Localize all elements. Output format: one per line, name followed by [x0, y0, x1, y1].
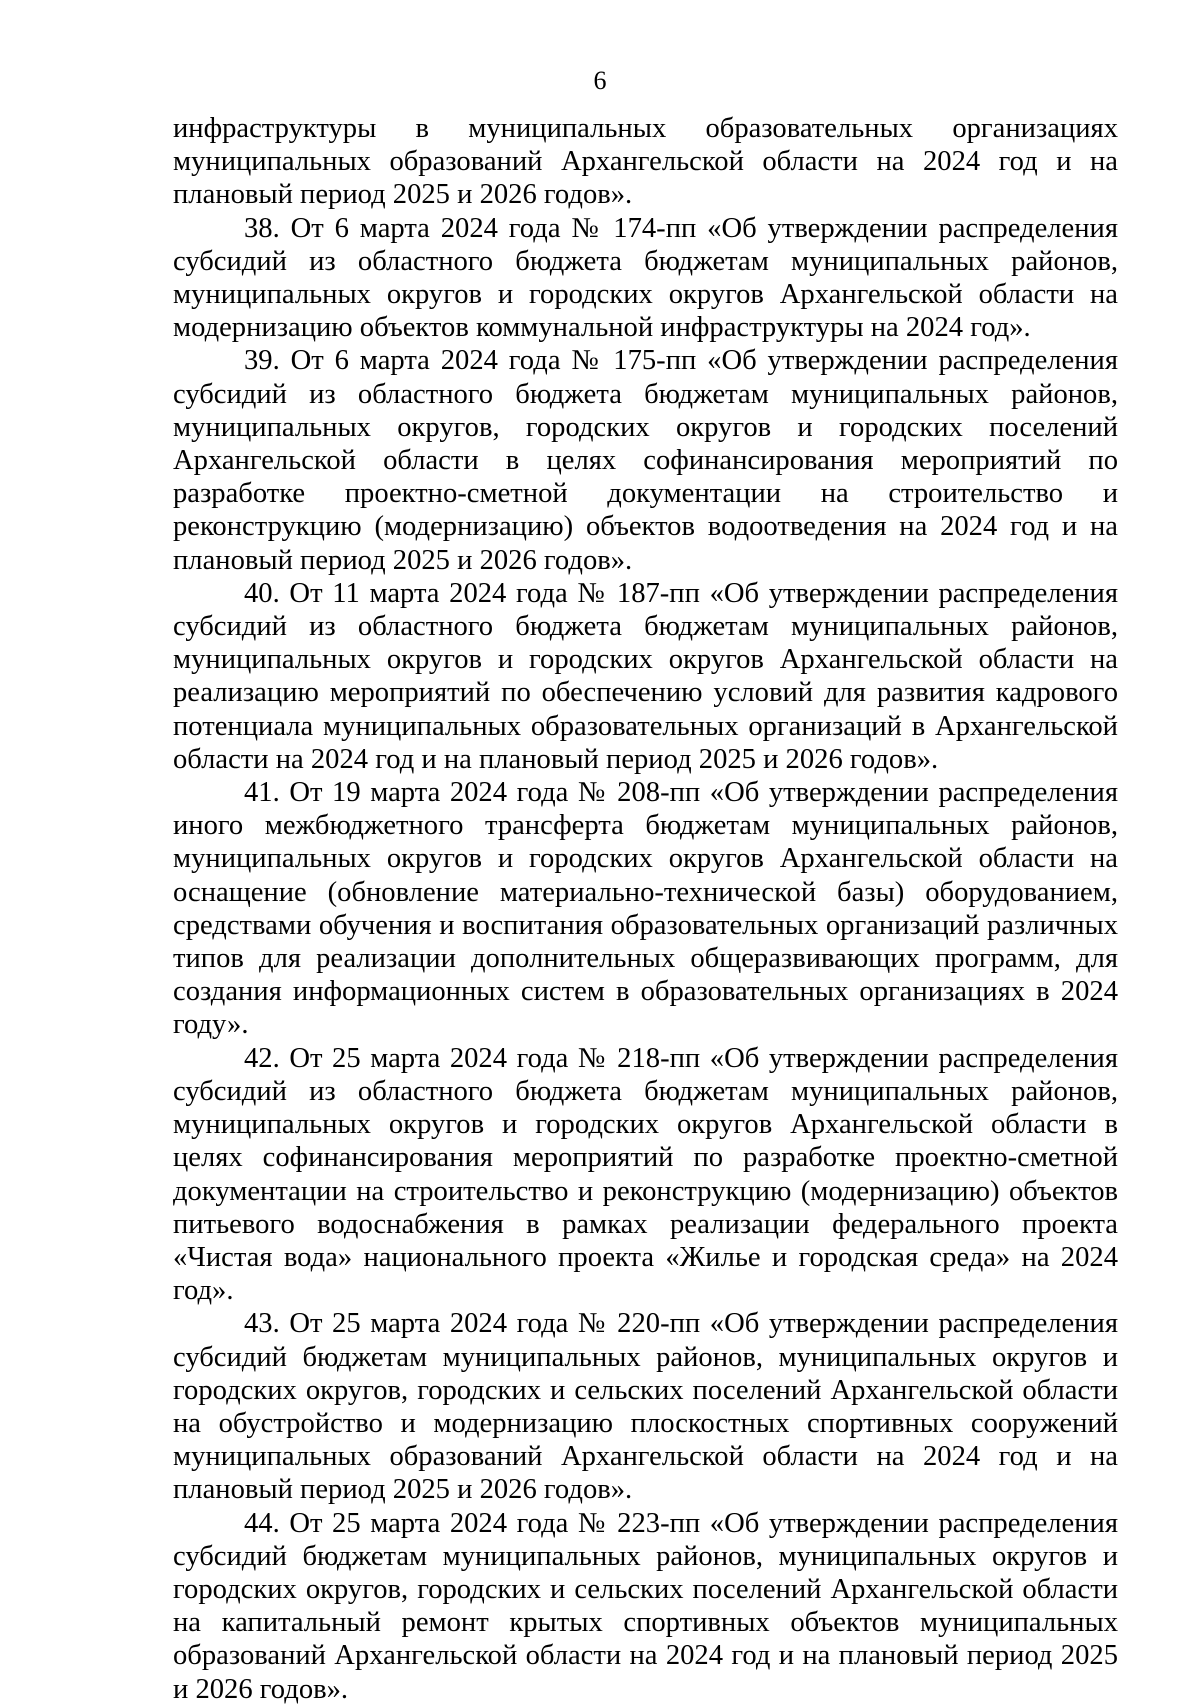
list-item-40: 40. От 11 марта 2024 года № 187-пп «Об утверждении распределения субсидий из областного бюджета бюджетам муниципальных районов, муниципальных округов и городских округов Архангельской области на реализацию мероприятий по обеспечению условий для развития кадрового потенциала муниципальных образовательных организаций в Архангельской области на 2024 год и на плановый период 2025 и 2026 годов».: [173, 577, 1118, 775]
list-item-41: 41. От 19 марта 2024 года № 208-пп «Об утверждении распределения иного межбюджетного трансферта бюджетам муниципальных районов, муниципальных округов и городских округов Архангельской области на оснащение (обновление материально-технической базы) оборудованием, средствами обучения и воспитания образовательных организаций различных типов для реализации дополнительных общеразвивающих программ, для создания информационных систем в образовательных организациях в 2024 году».: [173, 777, 1118, 1041]
page-number: 6: [593, 66, 607, 95]
document-body: [173, 112, 1118, 1706]
list-item-38: 38. От 6 марта 2024 года № 174-пп «Об утверждении распределения субсидий из областного бюджета бюджетам муниципальных районов, муниципальных округов и городских округов Архангельской области на модернизацию объектов коммунальной инфраструктуры на 2024 год».: [173, 212, 1118, 344]
list-item-42: 42. От 25 марта 2024 года № 218-пп «Об утверждении распределения субсидий из областного бюджета бюджетам муниципальных районов, муниципальных округов и городских округов Архангельской области в целях софинансирования мероприятий по разработке проектно-сметной документации на строительство и реконструкцию (модернизацию) объектов питьевого водоснабжения в рамках реализации федерального проекта «Чистая вода» национального проекта «Жилье и городская среда» на 2024 год».: [173, 1042, 1118, 1307]
list-item-44: 44. От 25 марта 2024 года № 223-пп «Об утверждении распределения субсидий бюджетам муниципальных районов, муниципальных округов и городских округов, городских и сельских поселений Архангельской области на капитальный ремонт крытых спортивных объектов муниципальных образований Архангельской области на 2024 год и на плановый период 2025 и 2026 годов».: [173, 1507, 1118, 1705]
list-item-43: 43. От 25 марта 2024 года № 220-пп «Об утверждении распределения субсидий бюджетам муниципальных районов, муниципальных округов и городских округов, городских и сельских поселений Архангельской области на обустройство и модернизацию плоскостных спортивных сооружений муниципальных образований Архангельской области на 2024 год и на плановый период 2025 и 2026 годов».: [173, 1308, 1118, 1506]
continuation-paragraph: инфраструктуры в муниципальных образовательных организациях муниципальных образований Архангельской области на 2024 год и на плановый период 2025 и 2026 годов».: [173, 113, 1118, 211]
list-item-39: 39. От 6 марта 2024 года № 175-пп «Об утверждении распределения субсидий из областного бюджета бюджетам муниципальных районов, муниципальных округов, городских округов и городских поселений Архангельской области в целях софинансирования мероприятий по разработке проектно-сметной документации на строительство и реконструкцию (модернизацию) объектов водоотведения на 2024 год и на плановый период 2025 и 2026 годов».: [173, 345, 1118, 576]
